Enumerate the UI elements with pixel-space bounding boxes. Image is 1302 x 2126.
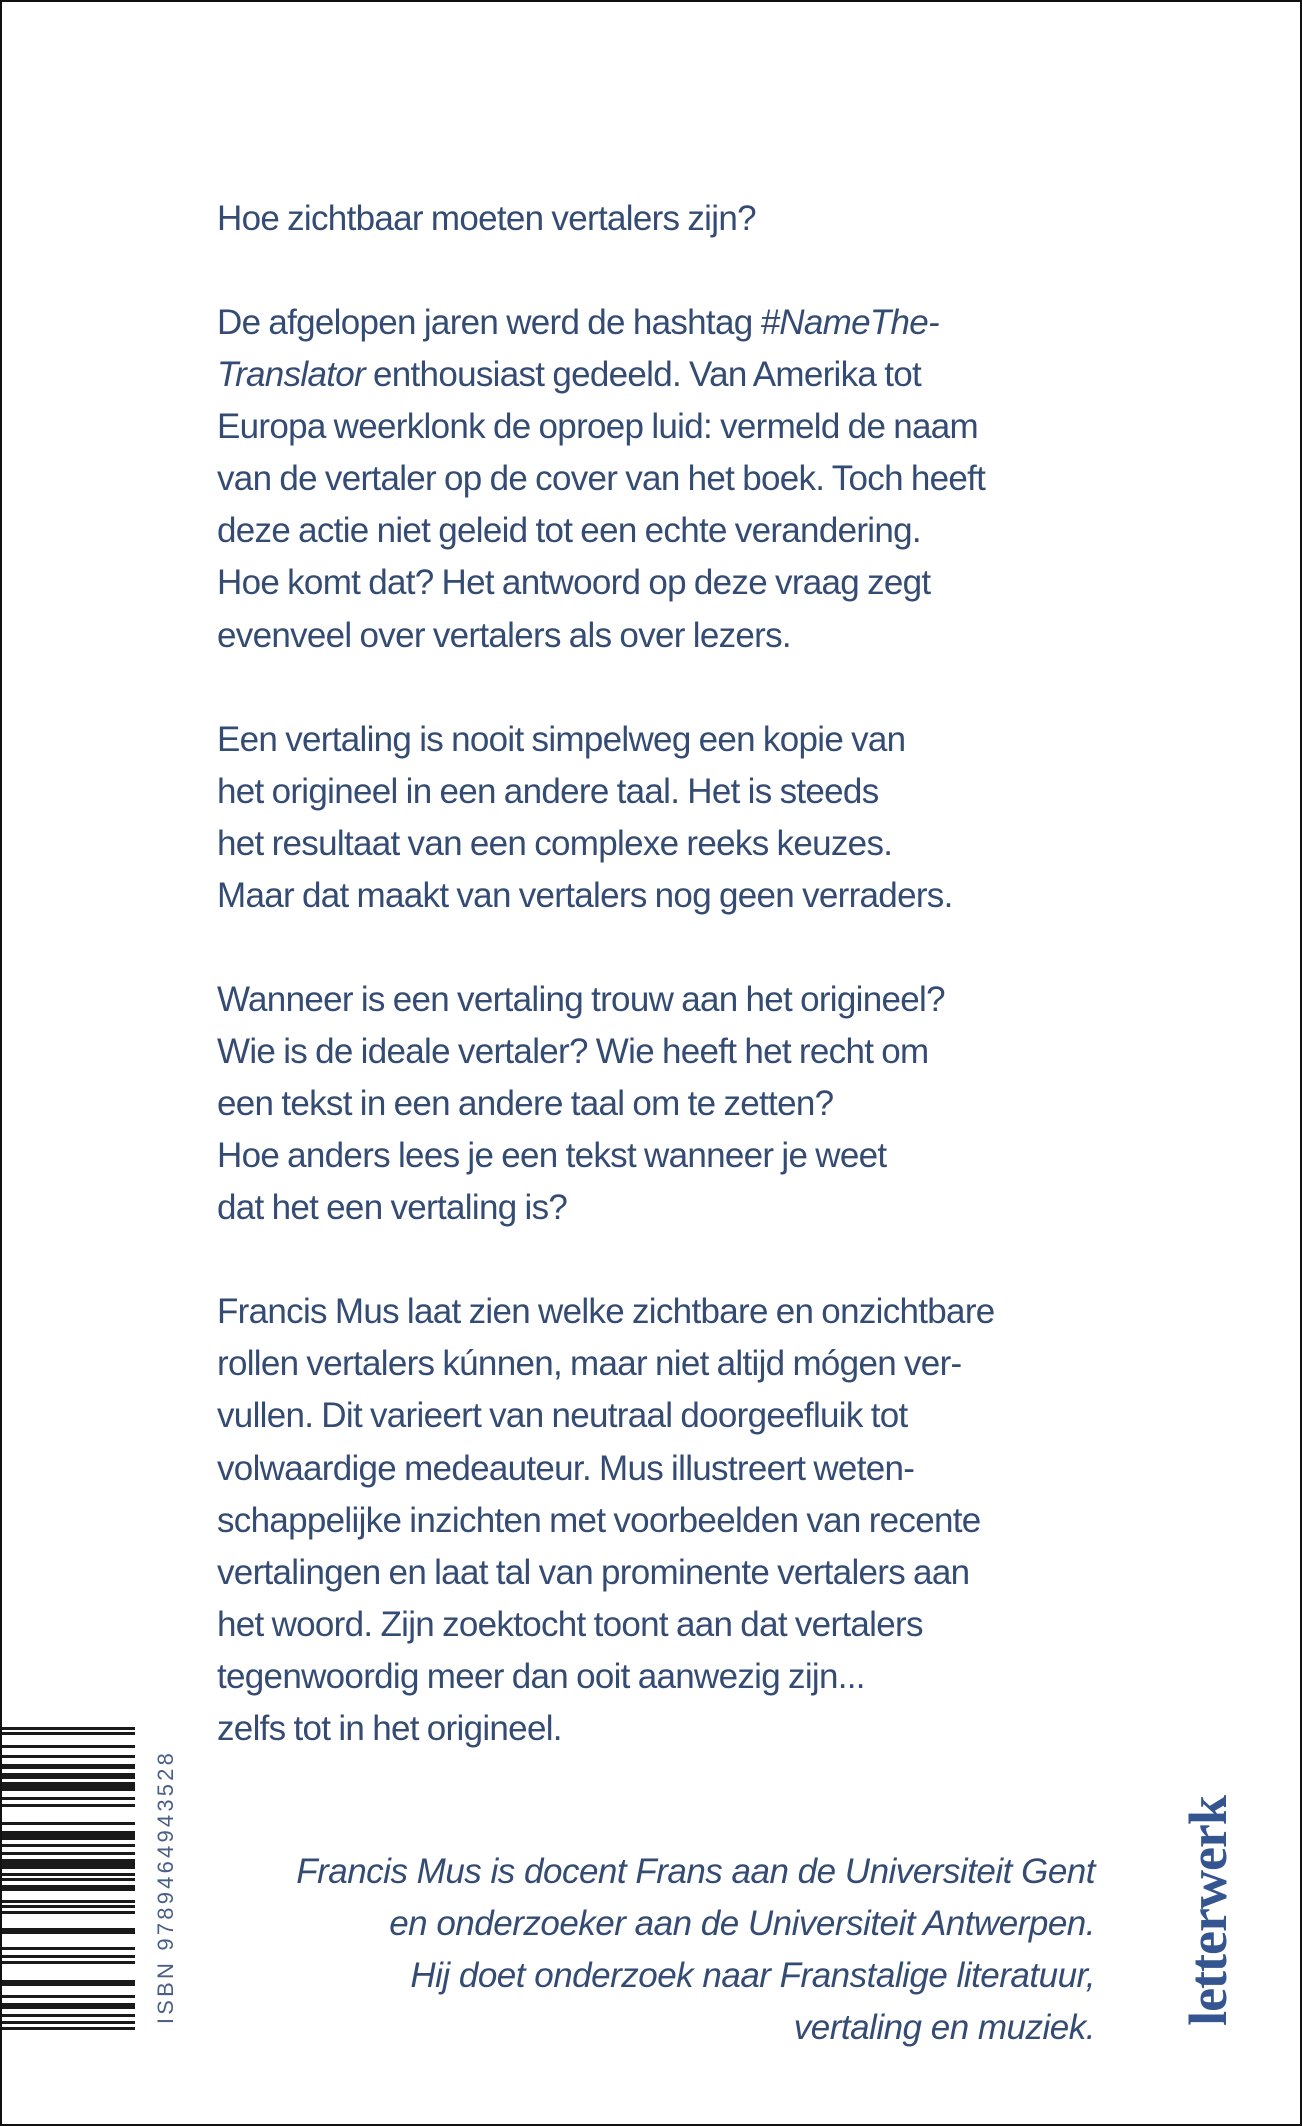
blurb-line: vullen. Dit varieert van neutraal doorgeefluik tot: [217, 1396, 908, 1436]
barcode-bar: [2, 1844, 135, 1847]
blurb-line: Hoe anders lees je een tekst wanneer je weet: [217, 1136, 887, 1176]
barcode-bar: [2, 1995, 135, 1998]
barcode-bar: [2, 1947, 135, 1950]
blurb-line: evenveel over vertalers als over lezers.: [217, 615, 791, 655]
blurb-line: Maar dat maakt van vertalers nog geen verraders.: [217, 875, 953, 915]
barcode-bar: [2, 1727, 135, 1730]
barcode-icon: [2, 1725, 135, 2050]
barcode-bar: [2, 1911, 135, 1914]
blurb-line: Europa weerklonk de oproep luid: vermeld de naam: [217, 407, 978, 447]
barcode-bar: [2, 1878, 135, 1881]
barcode-bar: [2, 1859, 135, 1869]
barcode-bar: [2, 1804, 135, 1807]
blurb-line-text: De afgelopen jaren werd de hashtag: [217, 303, 761, 343]
barcode-bar: [2, 2003, 135, 2009]
author-bio-line: Francis Mus is docent Frans aan de Universiteit Gent: [296, 1852, 1095, 1891]
author-bio-line: en onderzoeker aan de Universiteit Antwerpen.: [389, 1904, 1095, 1944]
barcode-bar: [2, 1831, 135, 1840]
hashtag-name-the-translator: #NameThe-: [760, 303, 940, 343]
blurb-line: [217, 297, 1177, 349]
blurb-paragraph-2: [217, 297, 1177, 661]
blurb-line: een tekst in een andere taal om te zetten?: [217, 1084, 834, 1124]
barcode-bar: [2, 1961, 135, 1964]
blurb-paragraph-5: [217, 1286, 1177, 1755]
barcode-bar: [2, 1873, 135, 1876]
barcode-bar: [2, 1764, 135, 1769]
author-bio-line: Hij doet onderzoek naar Franstalige literatuur,: [410, 1956, 1095, 1996]
blurb-line: vertalingen en laat tal van prominente vertalers aan: [217, 1552, 970, 1592]
barcode-bar: [2, 1797, 135, 1800]
blurb-line: deze actie niet geleid tot een echte verandering.: [217, 511, 921, 551]
blurb-paragraph-1: [217, 193, 1177, 245]
blurb-line: schappelijke inzichten met voorbeelden van recente: [217, 1500, 981, 1540]
barcode-bar: [2, 1822, 135, 1825]
barcode-bar: [2, 2014, 135, 2017]
blurb-paragraph-3: [217, 714, 1177, 922]
blurb-line: Een vertaling is nooit simpelweg een kopie van: [217, 719, 906, 759]
blurb-line: Francis Mus laat zien welke zichtbare en onzichtbare: [217, 1292, 995, 1332]
blurb-line-text: enthousiast gedeeld. Van Amerika tot: [364, 355, 922, 395]
blurb-line: het woord. Zijn zoektocht toont aan dat vertalers: [217, 1604, 923, 1644]
barcode-bar: [2, 1905, 135, 1908]
barcode-bar: [2, 1852, 135, 1855]
blurb-heading-question: Hoe zichtbaar moeten vertalers zijn?: [217, 199, 756, 238]
blurb-line: Wanneer is een vertaling trouw aan het origineel?: [217, 979, 945, 1019]
barcode-bar: [2, 1928, 135, 1934]
blurb-line: Wie is de ideale vertaler? Wie heeft het recht om: [217, 1032, 929, 1071]
barcode-bar: [2, 2027, 135, 2030]
hashtag-name-the-translator-cont: Translator: [217, 355, 365, 395]
isbn-label: ISBN 9789464943528: [153, 1749, 178, 2025]
barcode-bar: [2, 1885, 135, 1891]
blurb-line: volwaardige medeauteur. Mus illustreert weten-: [217, 1448, 915, 1488]
publisher-logo: letterwerk: [1178, 1796, 1238, 2026]
barcode-bar: [2, 1732, 135, 1735]
blurb-line: van de vertaler op de cover van het boek. Toch heeft: [217, 459, 986, 499]
author-bio-line: vertaling en muziek.: [793, 2008, 1095, 2048]
author-bio: [195, 1846, 1095, 2054]
barcode-bar: [2, 1955, 135, 1958]
blurb-text: [217, 193, 1177, 1755]
blurb-line: het origineel in een andere taal. Het is steeds: [217, 771, 879, 811]
barcode-bar: [2, 1782, 135, 1791]
barcode-bar: [2, 2021, 135, 2024]
blurb-line: dat het een vertaling is?: [217, 1188, 568, 1228]
barcode-bar: [2, 1980, 135, 1986]
blurb-line: rollen vertalers kúnnen, maar niet altijd mógen ver-: [217, 1344, 962, 1384]
barcode-bar: [2, 1755, 135, 1758]
blurb-line: het resultaat van een complexe reeks keuzes.: [217, 823, 893, 863]
barcode-bar: [2, 1745, 135, 1748]
barcode-bar: [2, 1773, 135, 1779]
blurb-line: [217, 349, 1177, 401]
blurb-line: tegenwoordig meer dan ooit aanwezig zijn...: [217, 1656, 865, 1696]
barcode-bar: [2, 1900, 135, 1903]
blurb-paragraph-4: [217, 974, 1177, 1234]
blurb-line: Hoe komt dat? Het antwoord op deze vraag zegt: [217, 563, 931, 603]
blurb-line: zelfs tot in het origineel.: [217, 1708, 562, 1748]
